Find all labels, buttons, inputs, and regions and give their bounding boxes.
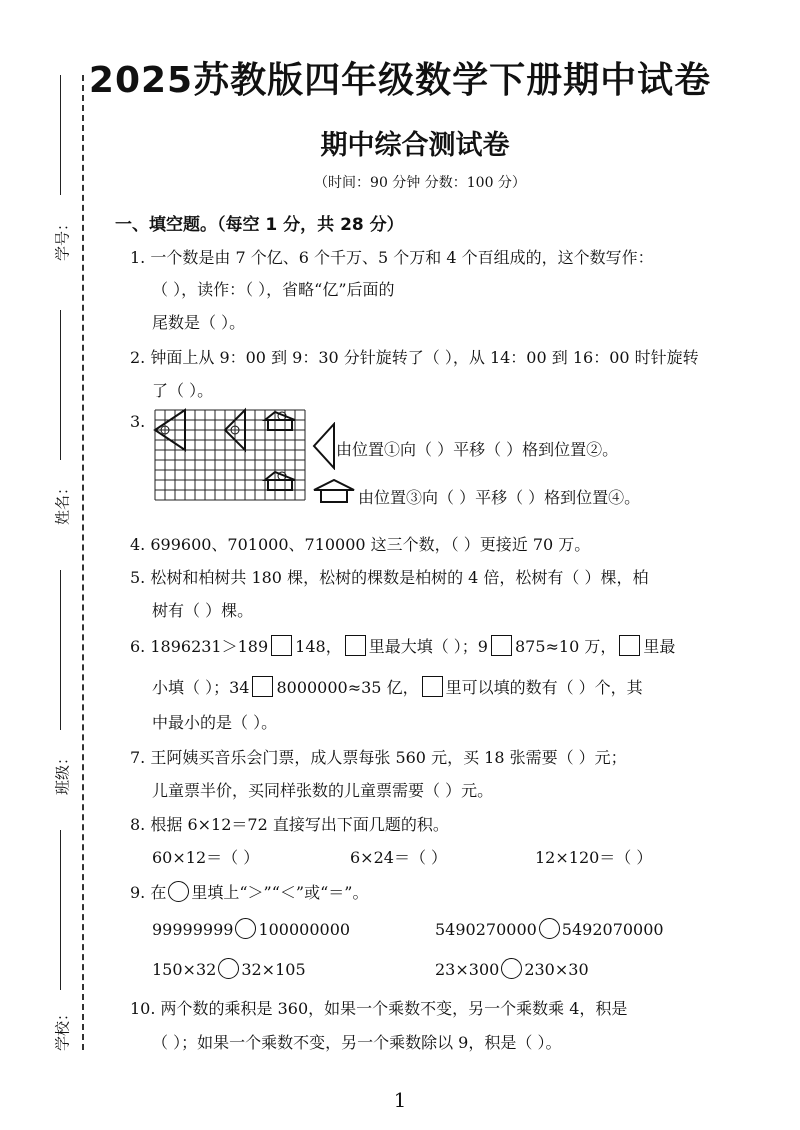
q5-line1: 5. 松树和柏树共 180 棵，松树的棵数是柏树的 4 倍，松树有（ ）棵，柏 [130, 568, 649, 587]
exam-title: 2025苏教版四年级数学下册期中试卷 [88, 60, 712, 101]
q6-line2 [152, 675, 643, 698]
q1-line1: 1. 一个数是由 7 个亿、6 个千万、5 个万和 4 个百组成的，这个数写作： [130, 248, 654, 267]
time-score-info: （时间：90 分钟 分数：100 分） [314, 175, 526, 191]
q3-line2: 由位置③向（ ）平移（ ）格到位置④。 [358, 488, 641, 507]
class-label: 班级： [53, 750, 72, 796]
q9-pair3-right: 32×105 [241, 960, 306, 979]
name-line [60, 310, 61, 460]
blank-box[interactable] [422, 676, 443, 697]
school-label: 学校： [53, 1006, 72, 1052]
q2-line2: 了（ ）。 [152, 381, 214, 400]
q6-part-a3: 里最大填（ ）；9 [368, 637, 488, 656]
compare-circle[interactable] [539, 918, 560, 939]
q8-expr2: 6×24＝（ ） [350, 848, 448, 867]
page-number: 1 [393, 1088, 407, 1112]
blank-box[interactable] [619, 635, 640, 656]
school-line [60, 830, 61, 990]
q9-pair1-right: 100000000 [258, 920, 351, 939]
compare-circle[interactable] [218, 958, 239, 979]
q6-part-a4: 875≈10 万， [514, 637, 617, 656]
q10-line1: 10. 两个数的乘积是 360，如果一个乘数不变，另一个乘数乘 4，积是 [130, 999, 628, 1018]
q1-line3: 尾数是（ ）。 [152, 313, 246, 332]
compare-circle[interactable] [501, 958, 522, 979]
q1-line2: （ ），读作：（ ），省略“亿”后面的 [152, 280, 395, 299]
q6-part-a2: 148， [295, 637, 342, 656]
class-line [60, 570, 61, 730]
q9-pair2 [435, 918, 664, 939]
q6-line1 [130, 634, 675, 657]
q8-expr3: 12×120＝（ ） [535, 848, 653, 867]
exam-subtitle: 期中综合测试卷 [320, 130, 510, 161]
q8-expr1: 60×12＝（ ） [152, 848, 260, 867]
q6-part-b3: 里可以填的数有（ ）个，其 [445, 678, 643, 697]
q6-line3: 中最小的是（ ）。 [152, 713, 278, 732]
q9-pair2-right: 5492070000 [561, 920, 664, 939]
student-no-label: 学号： [53, 216, 72, 262]
triangle-shape-icon [312, 422, 336, 470]
q7-line2: 儿童票半价，买同样张数的儿童票需要（ ）元。 [152, 781, 494, 800]
q9-part-a1: 9. 在 [130, 883, 167, 902]
q4-line: 4. 699600、701000、710000 这三个数，（ ）更接近 70 万。 [130, 535, 591, 554]
q9-pair2-left: 5490270000 [435, 920, 537, 939]
q9-pair3-left: 150×32 [152, 960, 217, 979]
blank-box[interactable] [252, 676, 273, 697]
blank-box[interactable] [271, 635, 292, 656]
q9-pair4-right: 230×30 [524, 960, 589, 979]
q6-part-b1: 小填（ ）；34 [152, 678, 250, 697]
blank-box[interactable] [345, 635, 366, 656]
q8-line1: 8. 根据 6×12＝72 直接写出下面几题的积。 [130, 815, 449, 834]
q9-part-a2: 里填上“＞”“＜”或“＝”。 [191, 883, 369, 902]
binding-dashed-line [82, 75, 84, 1050]
compare-circle[interactable] [235, 918, 256, 939]
q9-pair1 [152, 918, 350, 939]
q10-line2: （ ）；如果一个乘数不变，另一个乘数除以 9，积是（ ）。 [152, 1033, 562, 1052]
q9-line1 [130, 880, 368, 903]
name-label: 姓名： [53, 480, 72, 526]
q5-line2: 树有（ ）棵。 [152, 601, 254, 620]
q9-pair4 [435, 958, 589, 979]
section-fill-in-heading: 一、填空题。（每空 1 分，共 28 分） [115, 215, 404, 235]
q3-number: 3. [130, 412, 146, 431]
q9-pair1-left: 99999999 [152, 920, 234, 939]
compare-circle[interactable] [168, 881, 189, 902]
q6-part-a5: 里最 [643, 637, 676, 656]
q6-part-b2: 8000000≈35 亿， [276, 678, 419, 697]
house-shape-icon [312, 478, 356, 506]
q6-part-a1: 6. 1896231＞189 [130, 637, 269, 656]
blank-box[interactable] [491, 635, 512, 656]
q2-line1: 2. 钟面上从 9：00 到 9：30 分针旋转了（ ），从 14：00 到 16：00 时针旋转 [130, 348, 699, 367]
q9-pair4-left: 23×300 [435, 960, 500, 979]
q7-line1: 7. 王阿姨买音乐会门票，成人票每张 560 元，买 18 张需要（ ）元； [130, 748, 627, 767]
q3-line1: 由位置①向（ ）平移（ ）格到位置②。 [336, 440, 619, 459]
translation-grid-figure [150, 407, 310, 505]
q9-pair3 [152, 958, 306, 979]
